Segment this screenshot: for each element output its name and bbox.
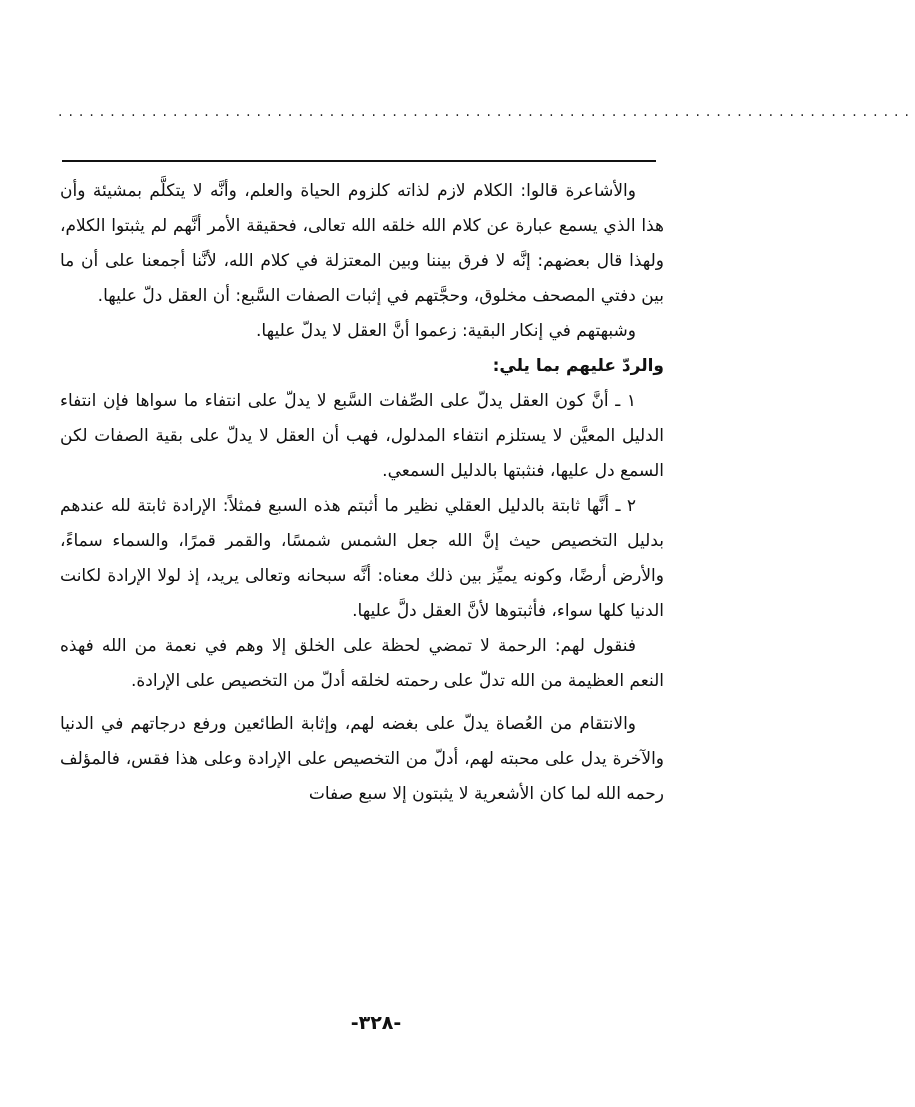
dotted-separator: .................................................................................. xyxy=(58,104,915,120)
paragraph-point-2: ٢ ـ أنَّها ثابتة بالدليل العقلي نظير ما أثبتم هذه السبع فمثلاً: الإرادة ثابتة لله عندهم بدليل التخصيص حيث إنَّ الله جعل الشمس شمسًا، والقمر قمرًا، والسماء سماءً، والأرض أرضًا، وكونه يميِّز بين ذلك معناه: أنَّه سبحانه وتعالى يريد، إذ لولا الإرادة لكانت الدنيا كلها سواء، فأثبتوها لأنَّ العقل دلَّ عليها. xyxy=(60,496,664,621)
paragraph-shubha: وشبهتهم في إنكار البقية: زعموا أنَّ العقل لا يدلّ عليها. xyxy=(256,321,636,341)
paragraph-ashaira: والأشاعرة قالوا: الكلام لازم لذاته كلزوم الحياة والعلم، وأنَّه لا يتكلَّم بمشيئة وأن هذا الذي يسمع عبارة عن كلام الله خلقه الله تعالى، فحقيقة الأمر أنَّهم لم يثبتوا الكلام، ولهذا قال بعضهم: إنَّه لا فرق بيننا وبين المعتزلة في كلام الله، لأنَّنا أجمعنا على أن ما بين دفتي المصحف مخلوق، وحجَّتهم في إثبات الصفات السَّبع: أن العقل دلّ عليها. xyxy=(60,181,664,306)
page-number: -٣٢٨- xyxy=(350,1012,402,1034)
horizontal-rule xyxy=(62,160,656,162)
paragraph-intiqam: والانتقام من العُصاة يدلّ على بغضه لهم، وإثابة الطائعين ورفع درجاتهم في الدنيا والآخرة يدل على محبته لهم، أدلّ من التخصيص على الإرادة وعلى هذا فقس، فالمؤلف رحمه الله لما كان الأشعرية لا يثبتون إلا سبع صفات xyxy=(60,714,664,804)
section-heading-rebuttal: والردّ عليهم بما يلي: xyxy=(492,356,664,376)
paragraph-point-1: ١ ـ أنَّ كون العقل يدلّ على الصِّفات السَّبع لا يدلّ على انتفاء ما سواها فإن انتفاء الدليل المعيَّن لا يستلزم انتفاء المدلول، فهب أن العقل لا يدلّ على بقية الصفات لكن السمع دل عليها، فنثبتها بالدليل السمعي. xyxy=(60,391,664,481)
paragraph-rahma: فنقول لهم: الرحمة لا تمضي لحظة على الخلق إلا وهم في نعمة من الله فهذه النعم العظيمة من الله تدلّ على رحمته لخلقه أدلّ من التخصيص على الإرادة. xyxy=(60,636,664,691)
page-body xyxy=(60,174,664,812)
